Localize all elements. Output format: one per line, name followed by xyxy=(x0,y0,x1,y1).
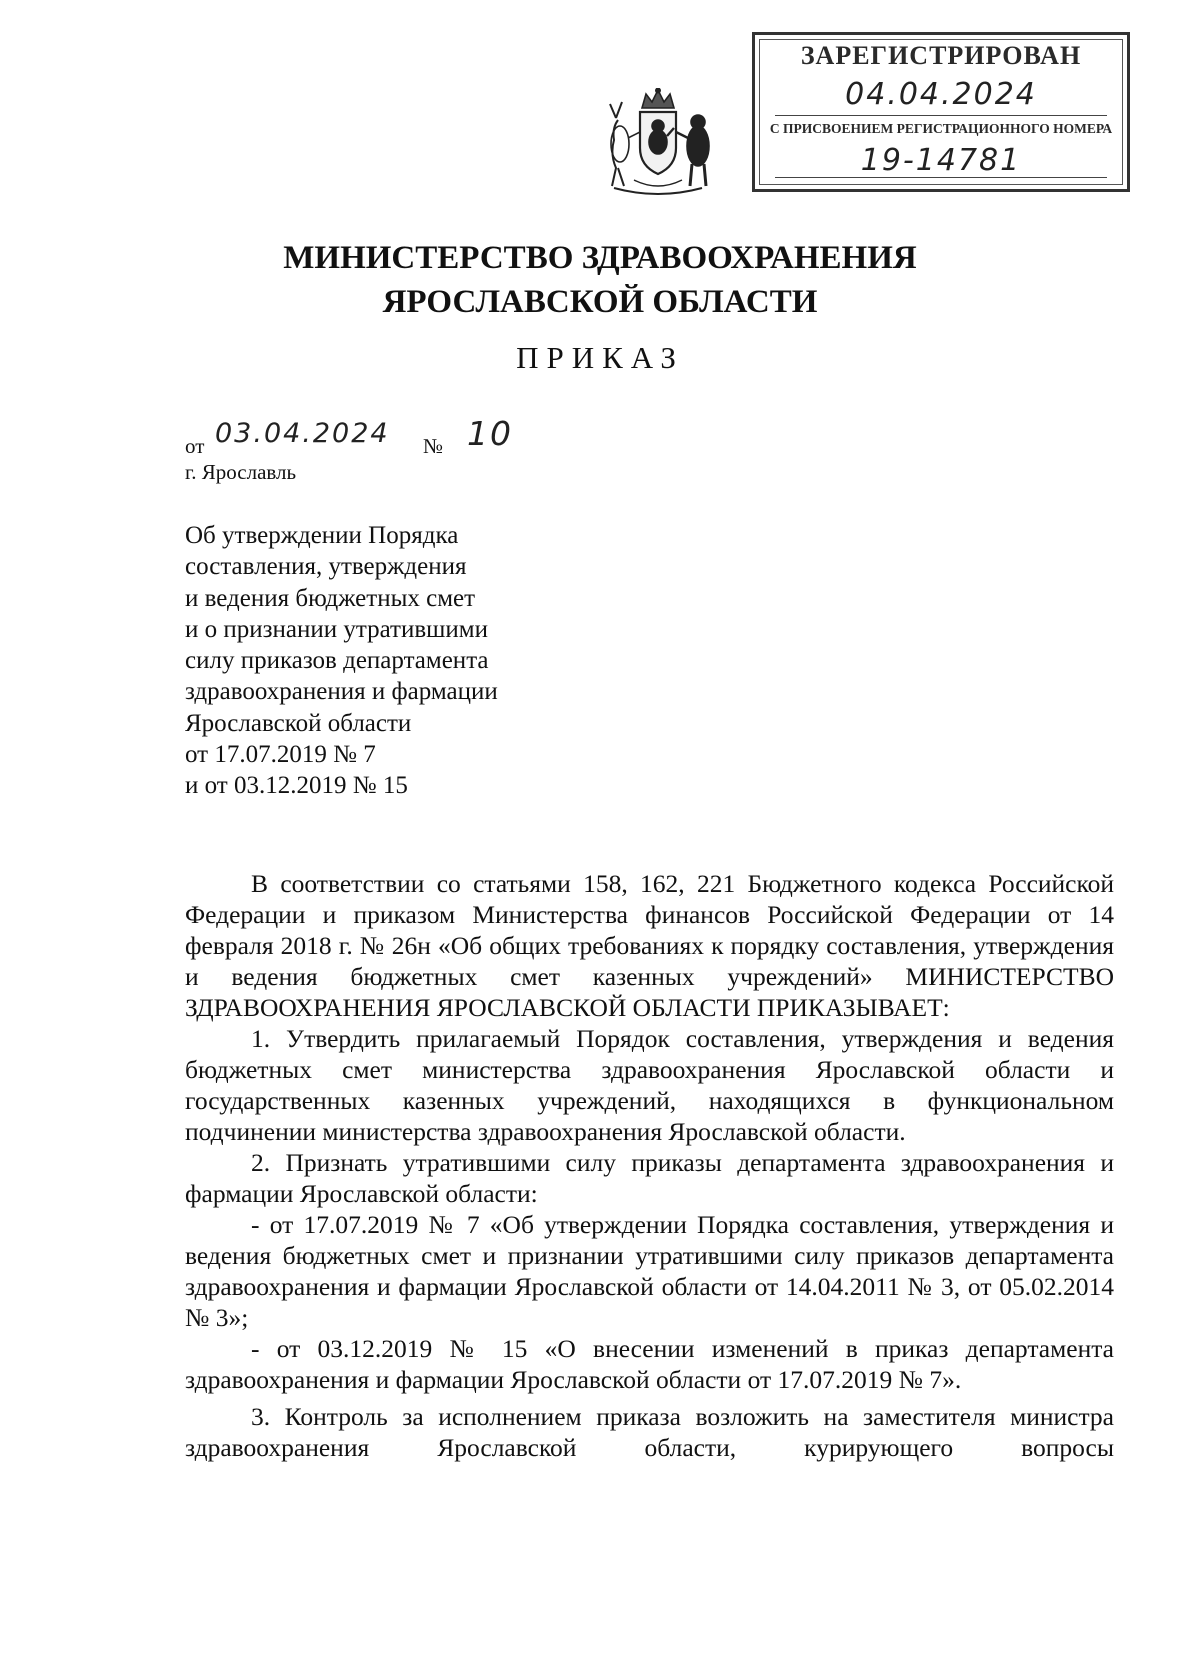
city: г. Ярославль xyxy=(185,460,297,484)
date-prefix: от xyxy=(185,434,205,458)
stamp-registration-number: 19-14781 xyxy=(775,143,1107,178)
subject-line: и от 03.12.2019 № 15 xyxy=(185,772,408,800)
ministry-title-line2: ЯРОСЛАВСКОЙ ОБЛАСТИ xyxy=(382,284,818,320)
subject-line: составления, утверждения xyxy=(185,553,467,581)
item-1-paragraph: 1. Утвердить прилагаемый Порядок составления, утверждения и ведения бюджетных смет министерства здравоохранения Ярославской области и государственных казенных учреждений, находящихся в функциональном подчинении министерства здравоохранения Ярославской области. xyxy=(185,1024,1114,1146)
item-2-paragraph: 2. Признать утратившими силу приказы департамента здравоохранения и фармации Ярославской области: xyxy=(185,1148,1114,1208)
stamp-caption: С ПРИСВОЕНИЕМ РЕГИСТРАЦИОННОГО НОМЕРА xyxy=(769,121,1113,136)
subject-line: и о признании утратившими xyxy=(185,615,488,643)
subject-line: Об утверждении Порядка xyxy=(185,522,459,549)
order-subject xyxy=(185,520,605,802)
stamp-title: ЗАРЕГИСТРИРОВАН xyxy=(800,41,1082,70)
subject-line: здравоохранения и фармации xyxy=(185,678,498,706)
item-2a-paragraph: - от 17.07.2019 № 7 «Об утверждении Порядка составления, утверждения и ведения бюджетных смет и признании утратившими силу приказов департамента здравоохранения и фармации Ярославской области от 14.04.2011 № 3, от 05.02.2014 № 3»; xyxy=(185,1210,1114,1332)
item-2b-paragraph: - от 03.12.2019 № 15 «О внесении изменений в приказ департамента здравоохранения и фармации Ярославской области от 17.07.2019 № 7». xyxy=(185,1334,1114,1394)
preamble-paragraph: В соответствии со статьями 158, 162, 221 Бюджетного кодекса Российской Федерации и приказом Министерства финансов Российской Федерации от 14 февраля 2018 г. № 26н «Об общих требованиях к порядку составления, утверждения и ведения бюджетных смет казенных учреждений» МИНИСТЕРСТВО ЗДРАВООХРАНЕНИЯ ЯРОСЛАВСКОЙ ОБЛАСТИ ПРИКАЗЫВАЕТ: xyxy=(185,869,1114,1022)
stamp-registration-date: 04.04.2024 xyxy=(775,77,1107,116)
order-body xyxy=(185,868,1114,1463)
subject-line: Ярославской области xyxy=(185,709,412,737)
ministry-title xyxy=(0,236,1200,324)
subject-line: от 17.07.2019 № 7 xyxy=(185,741,376,769)
order-date: 03.04.2024 xyxy=(215,418,390,449)
subject-line: силу приказов департамента xyxy=(185,647,489,675)
ministry-title-line1: МИНИСТЕРСТВО ЗДРАВООХРАНЕНИЯ xyxy=(283,240,917,276)
coat-of-arms-icon xyxy=(594,88,722,206)
registration-stamp xyxy=(752,32,1130,192)
number-label: № xyxy=(423,434,444,458)
document-type: ПРИКАЗ xyxy=(516,340,684,375)
order-date-number-row xyxy=(185,414,785,458)
item-3-paragraph: 3. Контроль за исполнением приказа возложить на заместителя министра здравоохранения Ярославской области, курирующего вопросы xyxy=(185,1402,1114,1462)
order-number: 10 xyxy=(467,414,513,453)
subject-line: и ведения бюджетных смет xyxy=(185,584,476,612)
